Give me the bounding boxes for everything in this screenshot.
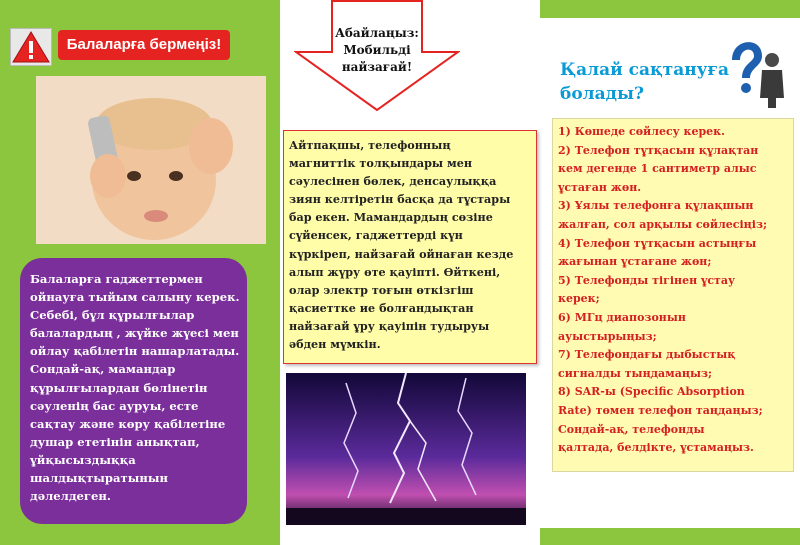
tip-line: 8) SAR-ы (Specific Absorption	[558, 385, 745, 399]
text-line: Балаларға гаджеттермен	[30, 272, 203, 286]
text-line: найзағай ұру қауіпін тудыруы	[289, 318, 490, 333]
arrow-line: Мобильді	[343, 43, 411, 57]
text-line: дәлелдеген.	[30, 489, 111, 504]
baby-with-phone-photo	[36, 76, 266, 244]
text-line: душар ететінін анықтап,	[30, 434, 200, 449]
text-line: ойнауға тыйым салыну керек.	[30, 290, 240, 305]
tip-line: 3) Ұялы телефонға құлақшын	[558, 199, 754, 213]
arrow-callout-text	[330, 25, 424, 76]
tip-line: 6) МГц диапозонын	[558, 310, 686, 324]
green-stripe-bottom	[540, 528, 800, 545]
tip-line: 2) Телефон тұтқасын құлақтан	[558, 143, 759, 157]
tip-line: 5) Телефонды тігінен ұстау	[558, 273, 736, 287]
text-line: алып жүру өте қауіпті. Өйткені,	[289, 264, 501, 279]
warning-icon-box	[10, 28, 52, 66]
heading-line: болады?	[560, 84, 645, 104]
warning-triangle-icon	[11, 29, 51, 65]
text-line: сақтау және көру қабілетіне	[30, 416, 226, 431]
question-person-icon	[728, 30, 788, 108]
right-heading	[560, 58, 750, 106]
tip-line: 1) Көшеде сөйлесу керек.	[558, 125, 725, 138]
text-line: шалдықтыратынын	[30, 471, 168, 486]
tips-list	[558, 123, 790, 458]
text-line: сәулесінен бөлек, денсаулыққа	[289, 174, 497, 189]
heading-line: Қалай сақтануға	[560, 60, 729, 80]
tip-line: ұстаған жөн.	[558, 180, 642, 194]
tip-line: кем дегенде 1 сантиметр алыс	[558, 162, 757, 176]
text-line: әбден мүмкін.	[289, 337, 381, 352]
tip-line: жағынан ұстағане жөн;	[558, 255, 712, 269]
text-line: ойлау қабілетін нашарлатады.	[30, 344, 240, 359]
text-line: олар электр тоғын өткізгіш	[289, 282, 474, 297]
tip-line: сигналды тыңдамаңыз;	[558, 366, 713, 380]
yellow-card-text	[289, 136, 532, 353]
warning-badge: Балаларға бермеңіз!	[58, 30, 230, 60]
tip-line: 7) Телефондағы дыбыстық	[558, 348, 736, 362]
tip-line: Rate) төмен телефон таңдаңыз;	[558, 403, 763, 417]
text-line: бар екен. Мамандардың сөзіне	[289, 210, 493, 225]
text-line: күркіреп, найзағай ойнаған кезде	[289, 246, 514, 261]
green-divider	[270, 0, 280, 545]
text-line: сүйенсек, гаджеттерді күн	[289, 228, 463, 243]
text-line: Себебі, бұл құрылғылар	[30, 308, 195, 323]
text-line: балалардың , жүйке жүесі мен	[30, 326, 239, 341]
arrow-line: найзағай!	[341, 60, 413, 74]
tip-line: керек;	[558, 292, 600, 306]
text-line: магниттік толқындары мен	[289, 156, 473, 171]
text-line: құрылғылардан бөлінетін	[30, 380, 208, 395]
text-line: ұйқысыздыққа	[30, 452, 136, 467]
text-line: зиян келтіретін басқа да тұстары	[289, 192, 511, 207]
arrow-line: Абайлаңыз:	[335, 26, 419, 40]
text-line: Айтпақшы, телефонның	[289, 138, 451, 152]
tip-line: ауыстырыңыз;	[558, 329, 657, 343]
green-stripe-top	[540, 0, 800, 18]
purple-card-text	[30, 270, 240, 505]
tip-line: 4) Телефон тұтқасын астыңғы	[558, 236, 757, 250]
text-line: қасиеттке ие болғандықтан	[289, 300, 474, 315]
text-line: сәуленің бас ауруы, есте	[30, 398, 199, 413]
text-line: Сондай-ақ, мамандар	[30, 362, 176, 377]
tip-line: қалтада, белдікте, ұстамаңыз.	[558, 441, 754, 455]
tip-line: Сондай-ақ, телефонды	[558, 422, 705, 436]
tip-line: жалғап, сол арқылы сөйлесіңіз;	[558, 217, 768, 231]
lightning-storm-photo	[286, 373, 526, 525]
